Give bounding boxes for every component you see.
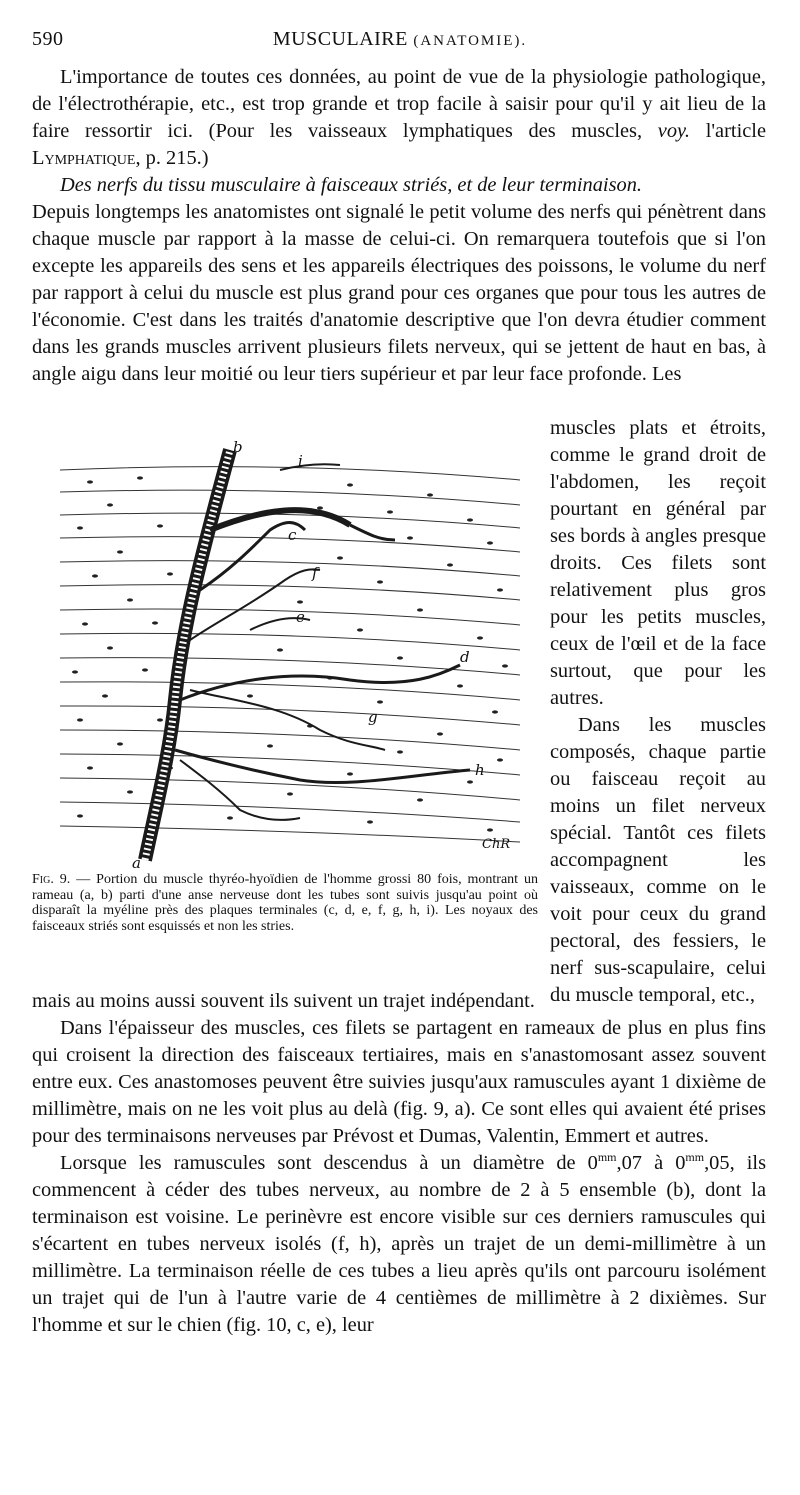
- para-4-text-3: ,05, ils commencent à céder des tubes nerveux, au nombre de 2 à 5 ensemble (b), dont la terminaison est voisine. Le perinèvre est encore visible sur ces derniers ramuscules qui s'écartent en tubes nerveux isolés (f, h), après un trajet de un demi-millimètre à un millimètre. La terminaison réelle de ces tubes a lieu après qu'ils ont parcouru isolément un trajet qui de l'un à l'autre varie de 4 centièmes de millimètre à 2 dixièmes. Sur l'homme et sur le chien (fig. 10, c, e), leur: [32, 1152, 767, 1336]
- para-1-text-b: l'article: [690, 120, 766, 142]
- caption-text: — Portion du muscle thyréo-hyoïdien de l'homme grossi 80 fois, montrant un rameau (a, b) parti d'une anse nerveuse dont les tubes sont suivis jusqu'au point où disparaît la myéline près des plaques terminales (c, d, e, f, g, h, i). Les noyaux des faisceaux striés sont esquissés et non les stries.: [32, 872, 538, 934]
- para-1-text-c: , p. 215.): [135, 147, 209, 169]
- figure-labels: [132, 438, 510, 870]
- paragraph-intro: [32, 64, 766, 199]
- muscle-nerve-drawing: [50, 430, 540, 870]
- para-4-text-2: ,07 à 0: [616, 1152, 686, 1174]
- figure-label-h: h: [475, 761, 485, 779]
- figure-label-e: e: [296, 608, 305, 626]
- para-4-text: [32, 1150, 766, 1339]
- para-1-text-a: L'importance de toutes ces données, au point de vue de la physiologie pathologique, de l'électrothérapie, etc., est trop grande et trop facile à saisir pour qu'il y ait lieu de la faire ressortir ici. (Pour les vaisseaux lymphatiques des muscles,: [32, 66, 766, 142]
- para-3-text: Dans l'épaisseur des muscles, ces filets se partagent en rameaux de plus en plus fins qui croisent la direction des faisceaux tertiaires, mais en s'anastomosant assez souvent entre eux. Ces anastomoses peuvent être suivies jusqu'aux ramuscules ayant 1 dixième de millimètre, mais on ne les voit plus au delà (fig. 9, a). Ce sont elles qui avaient été prises pour des terminaisons nerveuses par Prévost et Dumas, Valentin, Emmert et autres.: [32, 1017, 766, 1147]
- para-2-text: Depuis longtemps les anatomistes ont signalé le petit volume des nerfs qui pénètrent dans chaque muscle par rapport à la masse de celui-ci. On remarquera toutefois que si l'on excepte les appareils des sens et les appareils électriques des poissons, le volume du nerf par rapport à celui du muscle est plus grand pour ces organes que pour tous les autres de l'économie. C'est dans les traités d'anatomie descriptive que l'on devra étudier comment dans les grands muscles arrivent plusieurs filets nerveux, qui se jettent de haut en bas, à angle aigu dans leur moitié ou leur tiers supérieur et par leur face profonde. Les: [32, 201, 766, 385]
- right-column-para-b: Dans les muscles composés, chaque partie ou faisceau reçoit au moins un filet nerveux spécial. Tantôt ces filets accompagnent les vaisseaux, comme on le voit pour ceux du grand pectoral, des fessiers, le nerf sus-scapulaire, celui du muscle temporal, etc.,: [550, 714, 766, 1006]
- paragraph-nerves-volume: [32, 199, 766, 415]
- right-column-para-a: muscles plats et étroits, comme le grand droit de l'abdomen, les reçoit pourtant en général par ses bords à angles presque droits. Ces filets sont relativement plus gros pour les petits muscles, ceux de l'œil et de la face surtout, que pour les autres.: [550, 417, 766, 709]
- right-column-text: [550, 415, 766, 1009]
- section-heading: Des nerfs du tissu musculaire à faisceaux striés, et de leur terminaison.: [60, 174, 643, 196]
- figure-9-illustration: [50, 430, 540, 870]
- para-1-voy: voy.: [657, 120, 691, 142]
- para-4-unit-1: mm: [597, 1150, 617, 1165]
- page-number: 590: [32, 28, 64, 50]
- engraver-signature: ChR: [482, 837, 511, 852]
- para-4-text-1: Lorsque les ramuscules sont descendus à un diamètre de 0: [60, 1152, 598, 1174]
- figure-label-g: g: [368, 708, 378, 726]
- figure-label-a: a: [132, 854, 141, 870]
- page-header: [32, 28, 768, 58]
- figure-label-d: d: [460, 648, 470, 666]
- running-title-main: MUSCULAIRE: [272, 28, 408, 50]
- figure-label-b: b: [233, 438, 243, 456]
- caption-label: Fig. 9.: [32, 872, 71, 887]
- nerve-branches: [145, 450, 470, 860]
- figure-label-f: f: [312, 564, 318, 582]
- figure-caption: [32, 872, 538, 934]
- para-1-article-ref: Lymphatique: [32, 147, 136, 169]
- para-2-end: mais au moins aussi souvent ils suivent un trajet indépendant.: [32, 990, 535, 1012]
- running-title-subtitle: (ANATOMIE).: [413, 33, 528, 49]
- figure-label-c: c: [288, 526, 297, 544]
- para-4-unit-2: mm: [685, 1150, 705, 1165]
- running-title: [32, 28, 768, 51]
- paragraph-continuation: [32, 988, 766, 1339]
- figure-label-i: i: [298, 452, 303, 470]
